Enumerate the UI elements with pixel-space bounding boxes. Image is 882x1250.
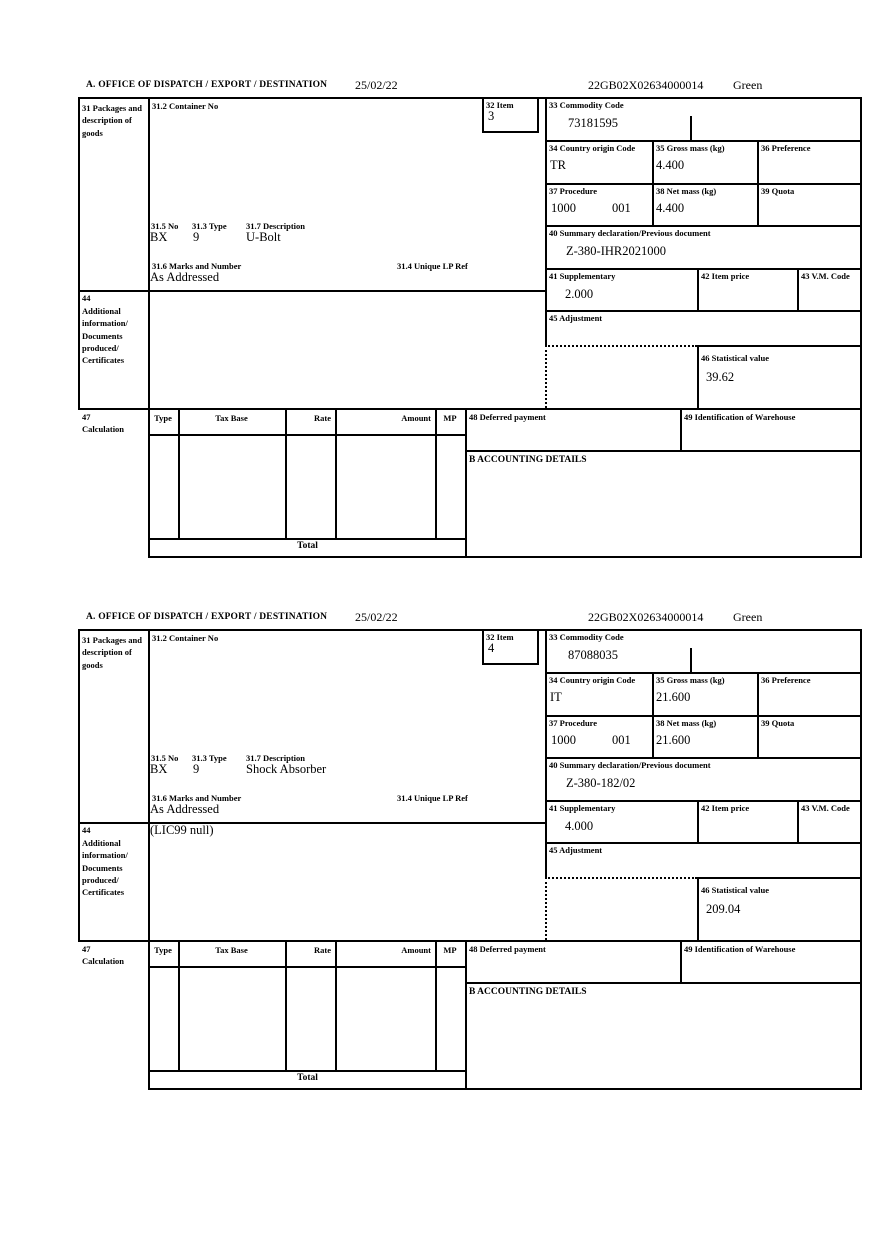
grid-line <box>797 800 799 842</box>
declaration-item-section <box>0 608 882 1098</box>
summary-declaration-label: 40 Summary declaration/Previous document <box>549 228 711 238</box>
grid-line <box>652 140 654 225</box>
grid-line <box>545 268 861 270</box>
grid-line <box>545 629 547 877</box>
grid-line <box>697 877 699 940</box>
routing-status: Green <box>733 610 763 624</box>
item-price-label: 42 Item price <box>701 271 750 281</box>
vm-code-label: 43 V.M. Code <box>801 803 850 813</box>
commodity-code-value: 87088035 <box>568 648 618 662</box>
item-label: 32 Item <box>486 100 514 110</box>
grid-line <box>285 940 287 1070</box>
calculation-number-label: 47 <box>82 944 91 954</box>
dotted-grid-line <box>545 345 547 408</box>
rate-column-header: Rate <box>314 413 331 423</box>
item-label: 32 Item <box>486 632 514 642</box>
grid-line <box>545 97 547 345</box>
calculation-label: Calculation <box>82 424 125 434</box>
commodity-code-label: 33 Commodity Code <box>549 100 624 110</box>
country-origin-label: 34 Country origin Code <box>549 143 636 153</box>
grid-line <box>797 268 799 310</box>
grid-line <box>148 629 150 1088</box>
tax-base-column-header: Tax Base <box>215 413 248 423</box>
goods-description-value: U-Bolt <box>246 230 281 244</box>
grid-line <box>335 408 337 538</box>
grid-line <box>545 842 861 844</box>
office-of-dispatch-header: A. OFFICE OF DISPATCH / EXPORT / DESTINATION <box>86 612 328 622</box>
grid-line <box>435 940 437 1070</box>
net-mass-label: 38 Net mass (kg) <box>656 718 717 728</box>
statistical-value-label: 46 Statistical value <box>701 353 769 363</box>
grid-line <box>697 877 861 879</box>
summary-declaration-label: 40 Summary declaration/Previous document <box>549 760 711 770</box>
grid-line <box>680 408 682 450</box>
goods-description-value: Shock Absorber <box>246 762 327 776</box>
grid-line <box>78 629 861 631</box>
statistical-value: 39.62 <box>706 370 735 384</box>
declaration-reference: 22GB02X02634000014 <box>588 610 704 624</box>
vm-code-label: 43 V.M. Code <box>801 271 850 281</box>
marks-number-label: 31.6 Marks and Number <box>152 261 242 271</box>
procedure-code2-value: 001 <box>612 201 631 215</box>
packages-description-label: 31 Packages and description of goods <box>82 103 142 138</box>
additional-info-label: Additional information/ Documents produced/ Certificates <box>82 838 128 898</box>
grid-line <box>78 97 861 99</box>
total-label: Total <box>297 1073 318 1083</box>
grid-line <box>148 1088 861 1090</box>
calculation-label: Calculation <box>82 956 125 966</box>
grid-line <box>545 672 861 674</box>
net-mass-value: 21.600 <box>656 733 691 747</box>
mp-column-header: MP <box>443 945 457 955</box>
grid-line <box>78 940 861 942</box>
calculation-number-label: 47 <box>82 412 91 422</box>
net-mass-label: 38 Net mass (kg) <box>656 186 717 196</box>
packages-type-label: 31.3 Type <box>192 221 227 231</box>
grid-line <box>465 982 861 984</box>
previous-document-value: Z-380-IHR2021000 <box>566 244 666 258</box>
grid-line <box>680 940 682 982</box>
grid-line <box>178 940 180 1070</box>
dotted-grid-line <box>545 345 697 347</box>
grid-line <box>757 140 759 225</box>
commodity-code-value: 73181595 <box>568 116 618 130</box>
item-number-value: 4 <box>488 641 495 655</box>
preference-label: 36 Preference <box>761 143 811 153</box>
procedure-label: 37 Procedure <box>549 718 598 728</box>
grid-line <box>860 97 862 558</box>
additional-info-value: (LIC99 null) <box>150 823 214 837</box>
gross-mass-value: 4.400 <box>656 158 685 172</box>
grid-line <box>652 672 654 757</box>
grid-line <box>465 408 467 556</box>
quota-label: 39 Quota <box>761 186 795 196</box>
grid-line <box>148 434 467 436</box>
packages-no-label: 31.5 No <box>151 221 179 231</box>
grid-line <box>148 966 467 968</box>
grid-line <box>545 800 861 802</box>
box44-number-label: 44 <box>82 293 91 303</box>
grid-line <box>697 345 861 347</box>
grid-line <box>697 800 699 842</box>
country-origin-value: TR <box>550 158 566 172</box>
adjustment-label: 45 Adjustment <box>549 845 603 855</box>
package-count-value: BX <box>150 230 168 244</box>
marks-value: As Addressed <box>150 270 220 284</box>
container-no-label: 31.2 Container No <box>152 633 219 643</box>
grid-line <box>545 140 861 142</box>
unique-lp-ref-label: 31.4 Unique LP Ref <box>397 261 468 271</box>
grid-line <box>78 97 80 408</box>
deferred-payment-label: 48 Deferred payment <box>469 412 546 422</box>
accounting-details-label: B ACCOUNTING DETAILS <box>469 455 587 465</box>
declaration-item-section <box>0 76 882 566</box>
commodity-code-label: 33 Commodity Code <box>549 632 624 642</box>
grid-line <box>335 940 337 1070</box>
grid-line <box>697 268 699 310</box>
gross-mass-label: 35 Gross mass (kg) <box>656 675 725 685</box>
supplementary-value: 2.000 <box>565 287 594 301</box>
marks-value: As Addressed <box>150 802 220 816</box>
unique-lp-ref-label: 31.4 Unique LP Ref <box>397 793 468 803</box>
grid-line <box>78 822 547 824</box>
office-of-dispatch-header: A. OFFICE OF DISPATCH / EXPORT / DESTINATION <box>86 80 328 90</box>
amount-column-header: Amount <box>401 945 431 955</box>
declaration-reference: 22GB02X02634000014 <box>588 78 704 92</box>
procedure-label: 37 Procedure <box>549 186 598 196</box>
previous-document-value: Z-380-182/02 <box>566 776 636 790</box>
statistical-value: 209.04 <box>706 902 741 916</box>
grid-line <box>148 538 467 540</box>
declaration-date: 25/02/22 <box>355 610 398 624</box>
grid-line <box>148 556 861 558</box>
gross-mass-value: 21.600 <box>656 690 691 704</box>
goods-description-label: 31.7 Description <box>246 753 306 763</box>
tax-base-column-header: Tax Base <box>215 945 248 955</box>
grid-line <box>860 629 862 1090</box>
deferred-payment-label: 48 Deferred payment <box>469 944 546 954</box>
warehouse-id-label: 49 Identification of Warehouse <box>684 412 796 422</box>
box44-number-label: 44 <box>82 825 91 835</box>
dotted-grid-line <box>545 877 547 940</box>
grid-line <box>78 408 861 410</box>
package-type-value: 9 <box>193 230 200 244</box>
quota-label: 39 Quota <box>761 718 795 728</box>
item-number-value: 3 <box>488 109 495 123</box>
statistical-value-label: 46 Statistical value <box>701 885 769 895</box>
procedure-code-value: 1000 <box>551 733 576 747</box>
dotted-grid-line <box>545 877 697 879</box>
packages-description-label: 31 Packages and description of goods <box>82 635 142 670</box>
commodity-code-separator <box>690 116 692 140</box>
mp-column-header: MP <box>443 413 457 423</box>
commodity-code-separator <box>690 648 692 672</box>
accounting-details-label: B ACCOUNTING DETAILS <box>469 987 587 997</box>
adjustment-label: 45 Adjustment <box>549 313 603 323</box>
amount-column-header: Amount <box>401 413 431 423</box>
grid-line <box>545 757 861 759</box>
procedure-code-value: 1000 <box>551 201 576 215</box>
goods-description-label: 31.7 Description <box>246 221 306 231</box>
packages-no-label: 31.5 No <box>151 753 179 763</box>
package-type-value: 9 <box>193 762 200 776</box>
grid-line <box>545 225 861 227</box>
country-origin-label: 34 Country origin Code <box>549 675 636 685</box>
rate-column-header: Rate <box>314 945 331 955</box>
packages-type-label: 31.3 Type <box>192 753 227 763</box>
grid-line <box>78 290 547 292</box>
gross-mass-label: 35 Gross mass (kg) <box>656 143 725 153</box>
supplementary-value: 4.000 <box>565 819 594 833</box>
package-count-value: BX <box>150 762 168 776</box>
grid-line <box>148 1070 467 1072</box>
grid-line <box>465 450 861 452</box>
grid-line <box>435 408 437 538</box>
warehouse-id-label: 49 Identification of Warehouse <box>684 944 796 954</box>
tax-type-column-header: Type <box>154 413 172 423</box>
total-label: Total <box>297 541 318 551</box>
grid-line <box>285 408 287 538</box>
country-origin-value: IT <box>550 690 562 704</box>
procedure-code2-value: 001 <box>612 733 631 747</box>
supplementary-label: 41 Supplementary <box>549 271 616 281</box>
grid-line <box>78 629 80 940</box>
preference-label: 36 Preference <box>761 675 811 685</box>
grid-line <box>545 310 861 312</box>
declaration-date: 25/02/22 <box>355 78 398 92</box>
tax-type-column-header: Type <box>154 945 172 955</box>
grid-line <box>697 345 699 408</box>
supplementary-label: 41 Supplementary <box>549 803 616 813</box>
routing-status: Green <box>733 78 763 92</box>
grid-line <box>148 97 150 556</box>
grid-line <box>178 408 180 538</box>
net-mass-value: 4.400 <box>656 201 685 215</box>
additional-info-label: Additional information/ Documents produced/ Certificates <box>82 306 128 366</box>
grid-line <box>545 183 861 185</box>
container-no-label: 31.2 Container No <box>152 101 219 111</box>
grid-line <box>465 940 467 1088</box>
grid-line <box>757 672 759 757</box>
item-price-label: 42 Item price <box>701 803 750 813</box>
marks-number-label: 31.6 Marks and Number <box>152 793 242 803</box>
grid-line <box>545 715 861 717</box>
